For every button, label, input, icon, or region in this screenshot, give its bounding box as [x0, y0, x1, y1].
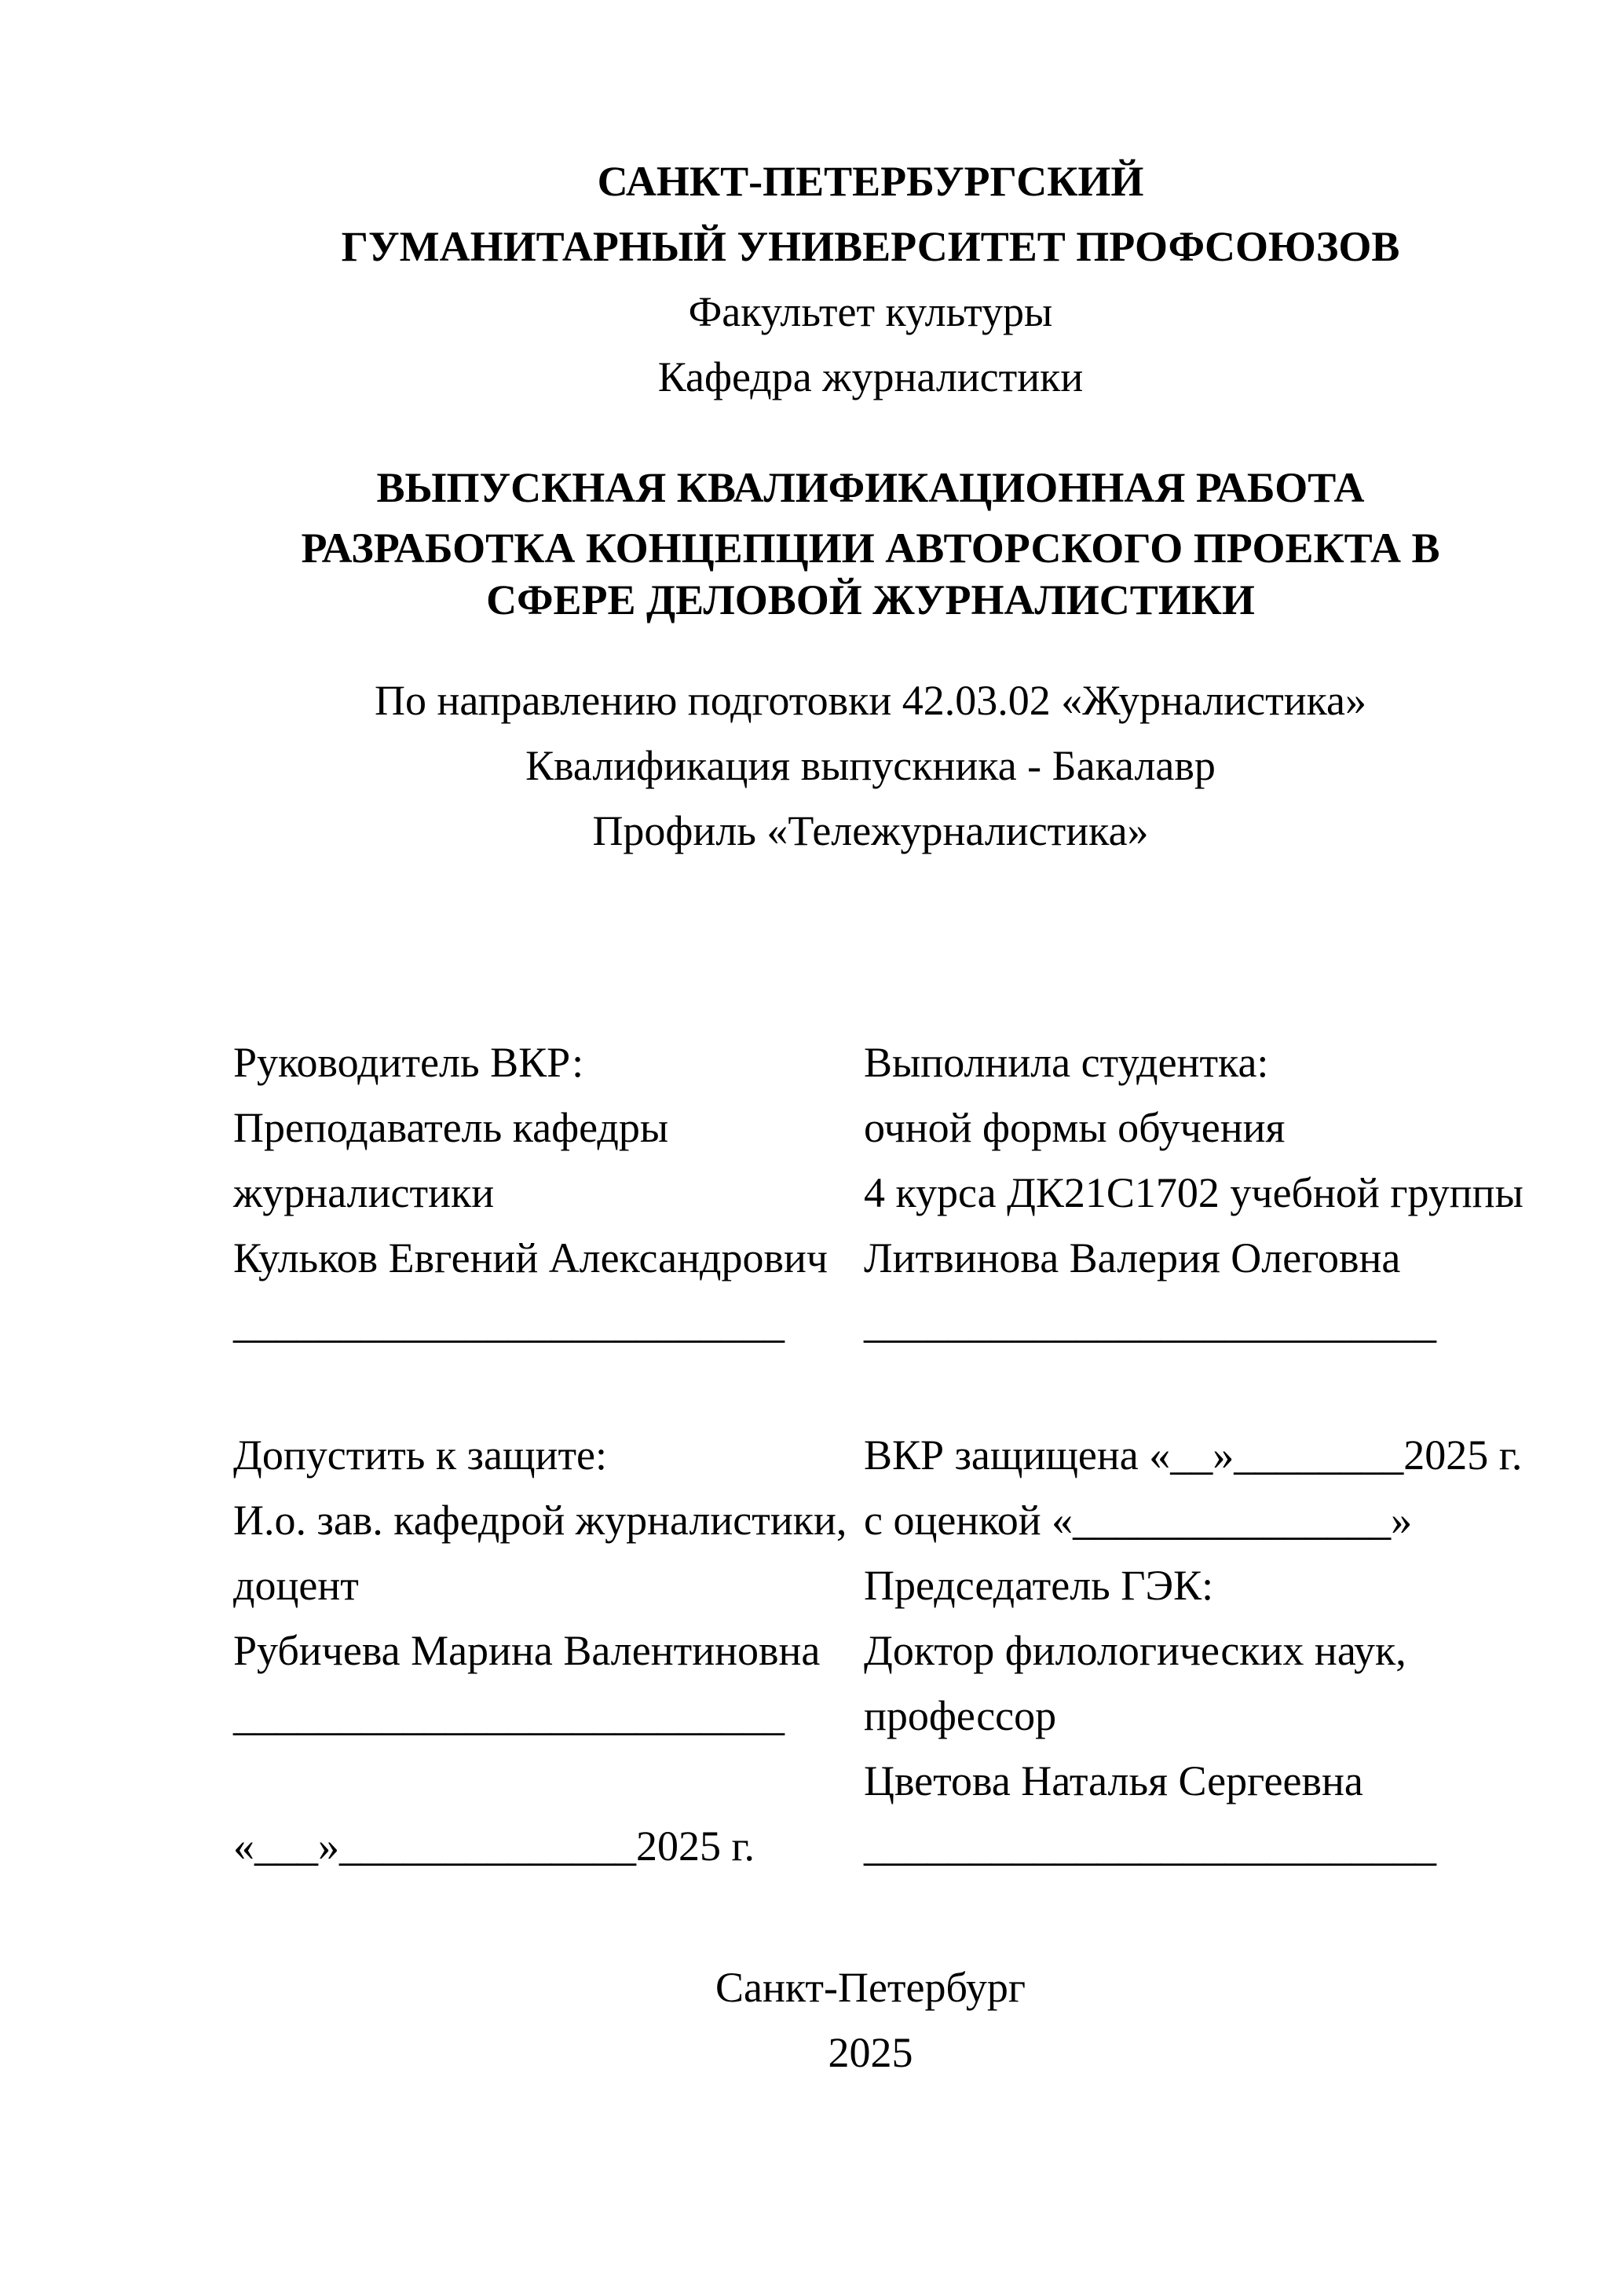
- committee-chair-heading: Председатель ГЭК:: [864, 1562, 1214, 1609]
- admission-column: [233, 1423, 864, 1879]
- admission-blank-line: [233, 1749, 864, 1814]
- student-heading: Выполнила студентка:: [864, 1039, 1269, 1086]
- supervisor-student-block: [233, 1030, 1523, 1356]
- program-qualification: Квалификация выпускника - Бакалавр: [525, 742, 1216, 789]
- student-column: [864, 1030, 1523, 1356]
- supervisor-column: [233, 1030, 864, 1356]
- admission-date-line: «___»______________2025 г.: [233, 1823, 755, 1870]
- title-block: [233, 455, 1508, 521]
- student-group: 4 курса ДК21С1702 учебной группы: [864, 1169, 1523, 1216]
- committee-chair-signature-line: ___________________________: [864, 1823, 1436, 1870]
- program-profile: Профиль «Тележурналистика»: [592, 807, 1149, 854]
- supervisor-position-line1: Преподаватель кафедры: [233, 1104, 669, 1151]
- committee-chair-title: профессор: [864, 1692, 1057, 1739]
- work-title: РАЗРАБОТКА КОНЦЕПЦИИ АВТОРСКОГО ПРОЕКТА В СФЕРЕ ДЕЛОВОЙ ЖУРНАЛИСТИКИ: [301, 525, 1440, 623]
- supervisor-heading: Руководитель ВКР:: [233, 1039, 584, 1086]
- supervisor-signature-line: __________________________: [233, 1300, 785, 1347]
- program-direction: По направлению подготовки 42.03.02 «Журналистика»: [374, 677, 1367, 724]
- department-name: Кафедра журналистики: [657, 353, 1084, 400]
- admission-position-line1: И.о. зав. кафедрой журналистики,: [233, 1497, 847, 1544]
- university-name-line1: САНКТ-ПЕТЕРБУРГСКИЙ: [597, 158, 1144, 205]
- supervisor-position-line2: журналистики: [233, 1169, 495, 1216]
- admission-position-line2: доцент: [233, 1562, 359, 1609]
- defense-committee-block: [233, 1423, 1523, 1879]
- program-block: [233, 668, 1508, 864]
- work-title-block: [233, 522, 1508, 626]
- committee-chair-name: Цветова Наталья Сергеевна: [864, 1757, 1363, 1804]
- faculty-name: Факультет культуры: [688, 288, 1053, 335]
- footer-year: 2025: [828, 2029, 913, 2076]
- supervisor-name: Кульков Евгений Александрович: [233, 1234, 828, 1281]
- university-name-line2: ГУМАНИТАРНЫЙ УНИВЕРСИТЕТ ПРОФСОЮЗОВ: [341, 223, 1400, 270]
- footer-city: Санкт-Петербург: [715, 1964, 1026, 2011]
- admission-heading: Допустить к защите:: [233, 1431, 608, 1479]
- student-name: Литвинова Валерия Олеговна: [864, 1234, 1401, 1281]
- work-type: ВЫПУСКНАЯ КВАЛИФИКАЦИОННАЯ РАБОТА: [376, 464, 1365, 511]
- defense-grade-line: с оценкой «_______________»: [864, 1497, 1413, 1544]
- committee-chair-degree: Доктор филологических наук,: [864, 1627, 1406, 1674]
- defense-column: [864, 1423, 1523, 1879]
- admission-name: Рубичева Марина Валентиновна: [233, 1627, 821, 1674]
- footer-block: [233, 1955, 1508, 2086]
- student-signature-line: ___________________________: [864, 1300, 1436, 1347]
- university-header: [233, 149, 1508, 410]
- defense-date-line: ВКР защищена «__»________2025 г.: [864, 1431, 1523, 1479]
- admission-signature-line: __________________________: [233, 1692, 785, 1739]
- student-study-form: очной формы обучения: [864, 1104, 1286, 1151]
